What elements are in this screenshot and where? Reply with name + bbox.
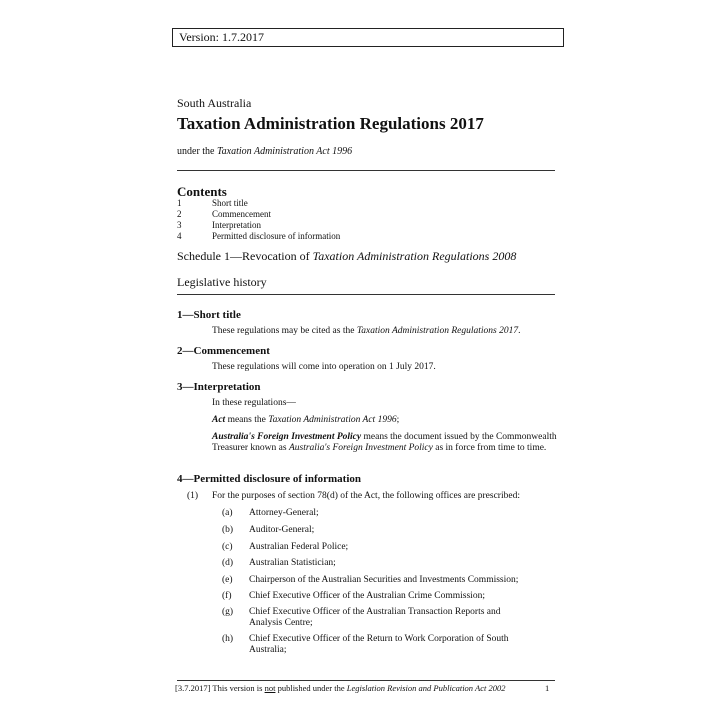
- version-box: [172, 28, 564, 47]
- document-title: Taxation Administration Regulations 2017: [177, 114, 484, 133]
- section-heading: 3—Interpretation: [177, 381, 261, 393]
- footer-not: not: [264, 683, 276, 693]
- defined-term: Act: [212, 415, 226, 425]
- contents-heading: Contents: [177, 184, 227, 199]
- footer-divider: [177, 680, 555, 681]
- toc-label: Interpretation: [212, 220, 261, 230]
- subsection-label: (1): [187, 491, 199, 501]
- text-span: as in force from time to time.: [432, 443, 547, 453]
- schedule-title: Taxation Administration Regulations 2008: [312, 249, 517, 263]
- toc-item[interactable]: [177, 220, 261, 230]
- item-label: (c): [222, 542, 233, 552]
- item-label: (d): [222, 558, 234, 568]
- list-item: [222, 607, 522, 629]
- page-footer: [175, 683, 505, 693]
- toc-item[interactable]: [177, 209, 271, 219]
- list-item: [222, 634, 522, 656]
- item-label: (e): [222, 575, 233, 585]
- toc-label: Permitted disclosure of information: [212, 231, 341, 241]
- subsection-text: For the purposes of section 78(d) of the Act, the following offices are prescribed:: [212, 491, 520, 501]
- list-item: [222, 591, 485, 602]
- divider: [177, 170, 555, 171]
- text-span: means the: [225, 415, 269, 425]
- toc-label: Commencement: [212, 209, 271, 219]
- list-item: [222, 575, 518, 586]
- text-span: ;: [396, 415, 400, 425]
- toc-number: 1: [177, 198, 182, 208]
- definition-foreign-investment-policy: [212, 432, 557, 454]
- section-heading: 4—Permitted disclosure of information: [177, 473, 362, 485]
- version-label: Version: 1.7.2017: [179, 30, 264, 44]
- text-span: means the document issued by the Commonwealth Treasurer known as: [212, 432, 557, 453]
- item-text: Australian Statistician;: [249, 558, 336, 568]
- toc-legislative-history[interactable]: Legislative history: [177, 275, 267, 289]
- list-item: [222, 542, 348, 553]
- schedule-prefix: Schedule 1—Revocation of: [177, 249, 313, 263]
- footer-text: This version is: [210, 683, 265, 693]
- list-item: [222, 558, 336, 569]
- toc-number: 3: [177, 220, 182, 230]
- text-italic: Taxation Administration Regulations 2017: [356, 326, 519, 336]
- item-label: (a): [222, 508, 233, 518]
- item-text: Chief Executive Officer of the Australian Transaction Reports and Analysis Centre;: [249, 607, 501, 628]
- item-label: (g): [222, 607, 234, 617]
- footer-text: published under the: [275, 683, 347, 693]
- text-span: .: [518, 326, 521, 336]
- enabling-act-line: [177, 146, 352, 157]
- section-text: In these regulations—: [212, 398, 296, 408]
- item-label: (f): [222, 591, 232, 601]
- toc-label: Short title: [212, 198, 248, 208]
- item-text: Chief Executive Officer of the Return to Work Corporation of South Australia;: [249, 634, 509, 655]
- item-text: Chairperson of the Australian Securities and Investments Commission;: [249, 575, 519, 585]
- divider: [177, 294, 555, 295]
- list-item: [222, 525, 314, 536]
- section-heading: 1—Short title: [177, 309, 241, 321]
- toc-item[interactable]: [177, 198, 248, 208]
- item-label: (h): [222, 634, 234, 644]
- toc-number: 2: [177, 209, 182, 219]
- toc-number: 4: [177, 231, 182, 241]
- section-text: These regulations will come into operation on 1 July 2017.: [212, 362, 436, 372]
- text-span: These regulations may be cited as the: [212, 326, 357, 336]
- toc-schedule[interactable]: [177, 249, 516, 264]
- section-heading: 2—Commencement: [177, 345, 270, 357]
- text-italic: Taxation Administration Act 1996: [268, 415, 397, 425]
- text-italic: Australia's Foreign Investment Policy: [288, 443, 433, 453]
- list-item: [222, 508, 319, 519]
- under-prefix: under the: [177, 146, 217, 157]
- footer-date: [3.7.2017]: [175, 683, 211, 693]
- item-text: Chief Executive Officer of the Australian Crime Commission;: [249, 591, 485, 601]
- under-act: Taxation Administration Act 1996: [217, 146, 353, 157]
- page-number: 1: [545, 683, 550, 693]
- item-text: Attorney-General;: [249, 508, 319, 518]
- section-text: [212, 326, 520, 337]
- jurisdiction: South Australia: [177, 96, 252, 110]
- item-text: Australian Federal Police;: [249, 542, 349, 552]
- item-text: Auditor-General;: [249, 525, 315, 535]
- definition-act: [212, 415, 399, 426]
- defined-term: Australia's Foreign Investment Policy: [212, 432, 362, 442]
- item-label: (b): [222, 525, 234, 535]
- footer-act: Legislation Revision and Publication Act 2002: [346, 683, 506, 693]
- toc-item[interactable]: [177, 231, 340, 241]
